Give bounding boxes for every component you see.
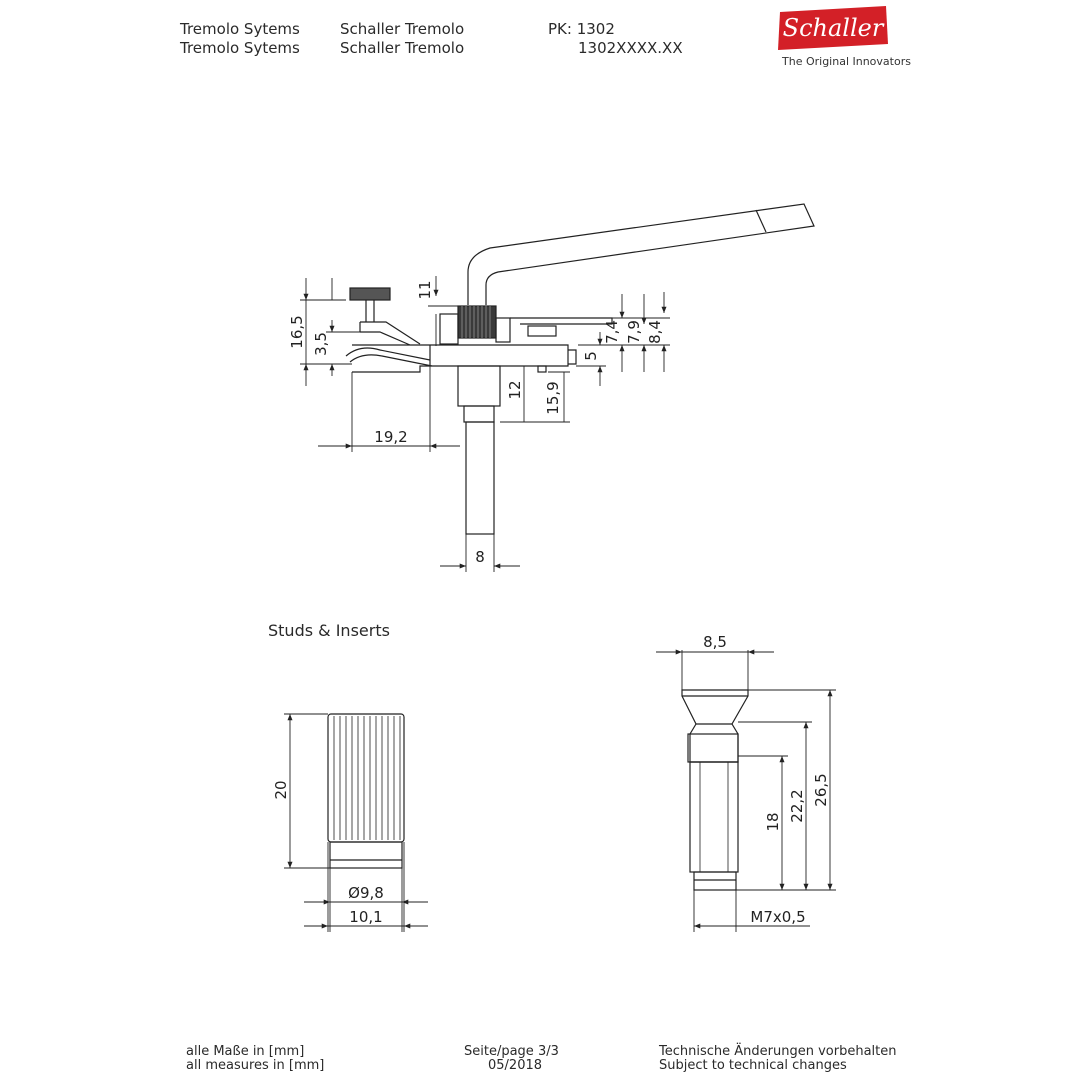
footer-note-en: Subject to technical changes xyxy=(659,1058,847,1073)
dim-7-4: 7,4 xyxy=(603,320,621,344)
dim-19-2: 19,2 xyxy=(374,428,408,446)
insert-drawing xyxy=(328,714,404,868)
dim-26-5: 26,5 xyxy=(812,773,830,807)
dim-15-9: 15,9 xyxy=(544,381,562,415)
header-pk: PK: 1302 xyxy=(548,20,615,38)
dim-dia-9-8: Ø9,8 xyxy=(348,884,384,902)
header-category-1: Tremolo Sytems xyxy=(180,20,300,38)
dim-20: 20 xyxy=(272,780,290,800)
logo-tagline: The Original Innovators xyxy=(782,55,911,68)
footer-page: Seite/page 3/3 xyxy=(464,1044,559,1059)
dimension-labels xyxy=(272,280,830,926)
dim-7-9: 7,9 xyxy=(625,320,643,344)
dim-8-5: 8,5 xyxy=(703,633,727,651)
header-product-2: Schaller Tremolo xyxy=(340,39,465,57)
footer-units-de: alle Maße in [mm] xyxy=(186,1044,305,1059)
section-title: Studs & Inserts xyxy=(268,621,390,640)
dim-12: 12 xyxy=(506,380,524,400)
footer-date: 05/2018 xyxy=(488,1058,543,1073)
header-category-2: Tremolo Sytems xyxy=(180,39,300,57)
dim-3-5: 3,5 xyxy=(312,332,330,356)
dim-m7: M7x0,5 xyxy=(750,908,806,926)
footer-units-en: all measures in [mm] xyxy=(186,1058,325,1073)
tremolo-assembly xyxy=(346,204,814,534)
dim-22-2: 22,2 xyxy=(788,789,806,823)
header-part-number: 1302XXXX.XX xyxy=(578,39,683,57)
stud-dimensions xyxy=(656,650,836,932)
header-product-1: Schaller Tremolo xyxy=(340,20,465,38)
dim-11: 11 xyxy=(416,280,434,300)
dim-5: 5 xyxy=(582,351,600,361)
dim-8-4: 8,4 xyxy=(646,320,664,344)
footer-note-de: Technische Änderungen vorbehalten xyxy=(659,1044,897,1059)
stud-drawing xyxy=(682,690,748,890)
dim-8: 8 xyxy=(475,548,485,566)
dim-10-1: 10,1 xyxy=(349,908,383,926)
dim-16-5: 16,5 xyxy=(288,315,306,349)
dim-18: 18 xyxy=(764,812,782,832)
logo-wordmark: Schaller xyxy=(782,14,884,42)
